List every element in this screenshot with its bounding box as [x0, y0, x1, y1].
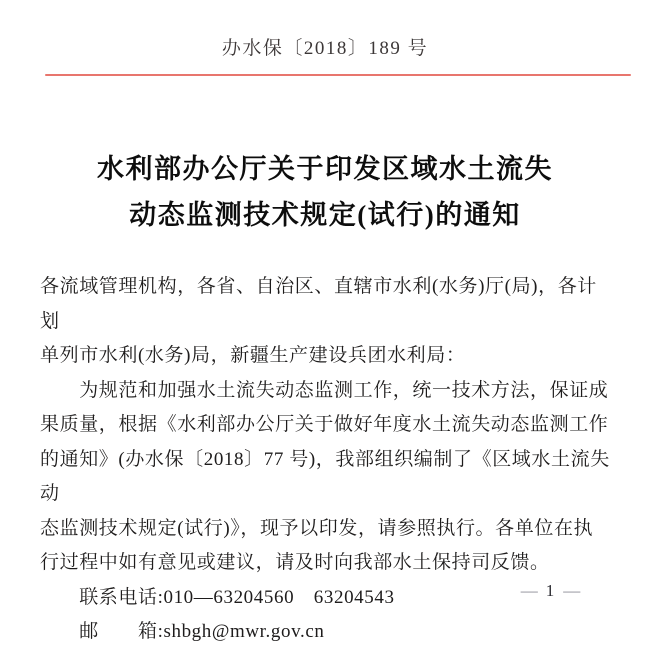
page-number — [500, 581, 600, 601]
body-text-line: 果质量，根据《水利部办公厅关于做好年度水土流失动态监测工作 — [40, 414, 609, 435]
body-text-line: 行过程中如有意见或建议，请及时向我部水土保持司反馈。 — [40, 552, 550, 573]
body-text-line: 为规范和加强水土流失动态监测工作，统一技术方法，保证成 — [40, 379, 609, 401]
doc-title-line-1: 水利部办公厅关于印发区域水土流失 — [97, 154, 553, 184]
body-text-line: 的通知》(办水保〔2018〕77 号)，我部组织编制了《区域水土流失动 — [40, 448, 610, 504]
doc-title-line-2: 动态监测技术规定(试行)的通知 — [129, 200, 521, 230]
doc-reference-number: 办水保〔2018〕189 号 — [221, 38, 429, 59]
red-divider-line — [45, 74, 631, 76]
page-number-dash-left: — — [520, 581, 537, 600]
body-text-line: 邮 箱:shbgh@mwr.gov.cn — [40, 621, 325, 642]
page-number-value: 1 — [545, 581, 555, 600]
body-text-line: 联系电话:010—63204560 63204543 — [40, 586, 395, 608]
body-text-line: 单列市水利(水务)局，新疆生产建设兵团水利局： — [40, 345, 466, 366]
body-text-line: 态监测技术规定(试行)》，现予以印发，请参照执行。各单位在执 — [40, 517, 594, 539]
page-number-dash-right: — — [563, 581, 580, 600]
body-text-line: 各流域管理机构，各省、自治区、直辖市水利(水务)厅(局)，各计划 — [40, 276, 597, 332]
doc-title — [0, 146, 650, 238]
